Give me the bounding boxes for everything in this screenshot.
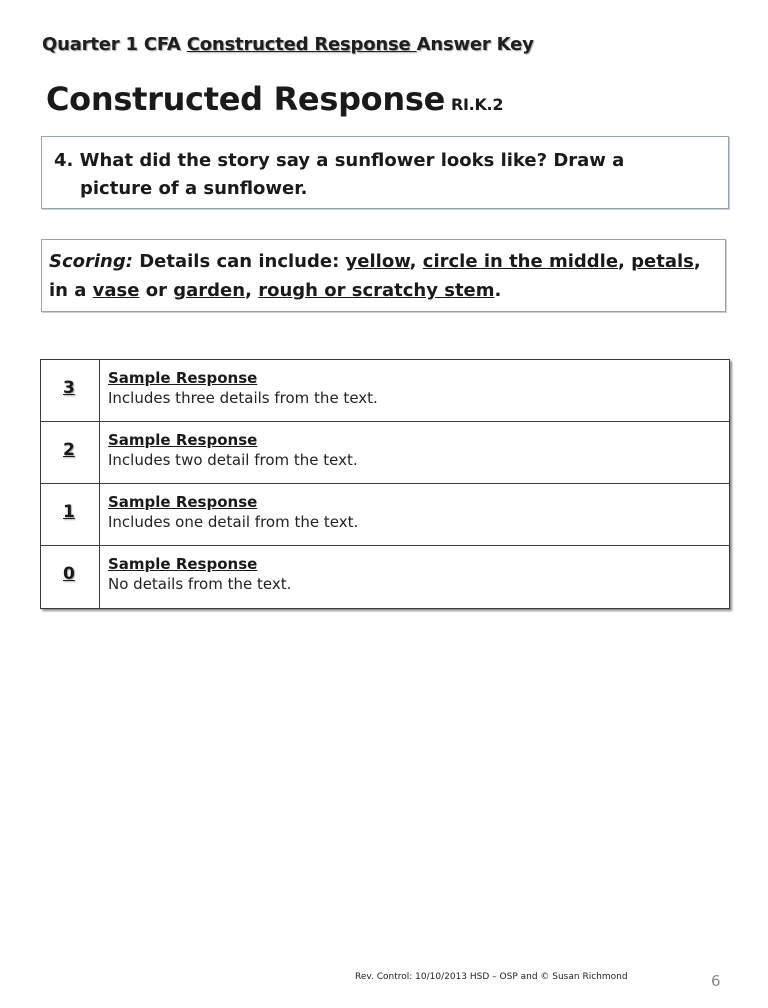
separator: ,	[693, 251, 701, 272]
title-main: Constructed Response	[46, 80, 445, 118]
question-line-2: picture of a sunflower.	[80, 178, 308, 199]
description-text: No details from the text.	[108, 575, 292, 593]
rubric-table	[40, 359, 730, 609]
score-cell: 0	[41, 546, 100, 608]
separator: or	[139, 280, 174, 301]
sample-response-title: Sample Response	[108, 369, 258, 387]
sample-response-title: Sample Response	[108, 431, 258, 449]
detail-garden: garden	[173, 280, 246, 301]
scoring-box	[41, 239, 726, 312]
scoring-line-1	[49, 247, 717, 276]
document-header	[42, 34, 534, 55]
separator: .	[494, 280, 502, 301]
table-row	[41, 546, 729, 608]
detail-stem: rough or scratchy stem	[258, 280, 495, 301]
description-text: Includes three details from the text.	[108, 389, 378, 407]
score-cell: 2	[41, 422, 100, 483]
table-row	[41, 422, 729, 484]
scoring-line-2	[49, 276, 717, 305]
header-prefix: Quarter 1 CFA	[42, 34, 187, 55]
question-box	[41, 136, 729, 209]
detail-vase: vase	[92, 280, 140, 301]
question-line-1: 4. What did the story say a sunflower looks like? Draw a	[54, 150, 625, 171]
description-text: Includes two detail from the text.	[108, 451, 358, 469]
detail-petals: petals	[631, 251, 694, 272]
scoring-lead: Scoring:	[49, 251, 133, 272]
score-cell: 1	[41, 484, 100, 545]
score-cell: 3	[41, 360, 100, 421]
description-cell	[100, 422, 729, 483]
revision-footer: Rev. Control: 10/10/2013 HSD – OSP and © Susan Richmond	[355, 972, 628, 982]
table-row	[41, 360, 729, 422]
scoring-line2-intro: in a	[49, 280, 93, 301]
standard-code: RI.K.2	[451, 95, 504, 114]
sample-response-title: Sample Response	[108, 555, 258, 573]
sample-response-title: Sample Response	[108, 493, 258, 511]
detail-yellow: yellow	[345, 251, 410, 272]
description-cell	[100, 546, 729, 608]
description-text: Includes one detail from the text.	[108, 513, 359, 531]
description-cell	[100, 360, 729, 421]
table-row	[41, 484, 729, 546]
description-cell	[100, 484, 729, 545]
page-number: 6	[711, 972, 721, 990]
scoring-intro: Details can include:	[132, 251, 346, 272]
detail-circle: circle in the middle	[422, 251, 619, 272]
header-suffix: Answer Key	[416, 34, 534, 55]
header-underlined: Constructed Response	[186, 34, 417, 55]
separator: ,	[409, 251, 423, 272]
page-title	[46, 80, 503, 118]
separator: ,	[618, 251, 632, 272]
separator: ,	[245, 280, 259, 301]
